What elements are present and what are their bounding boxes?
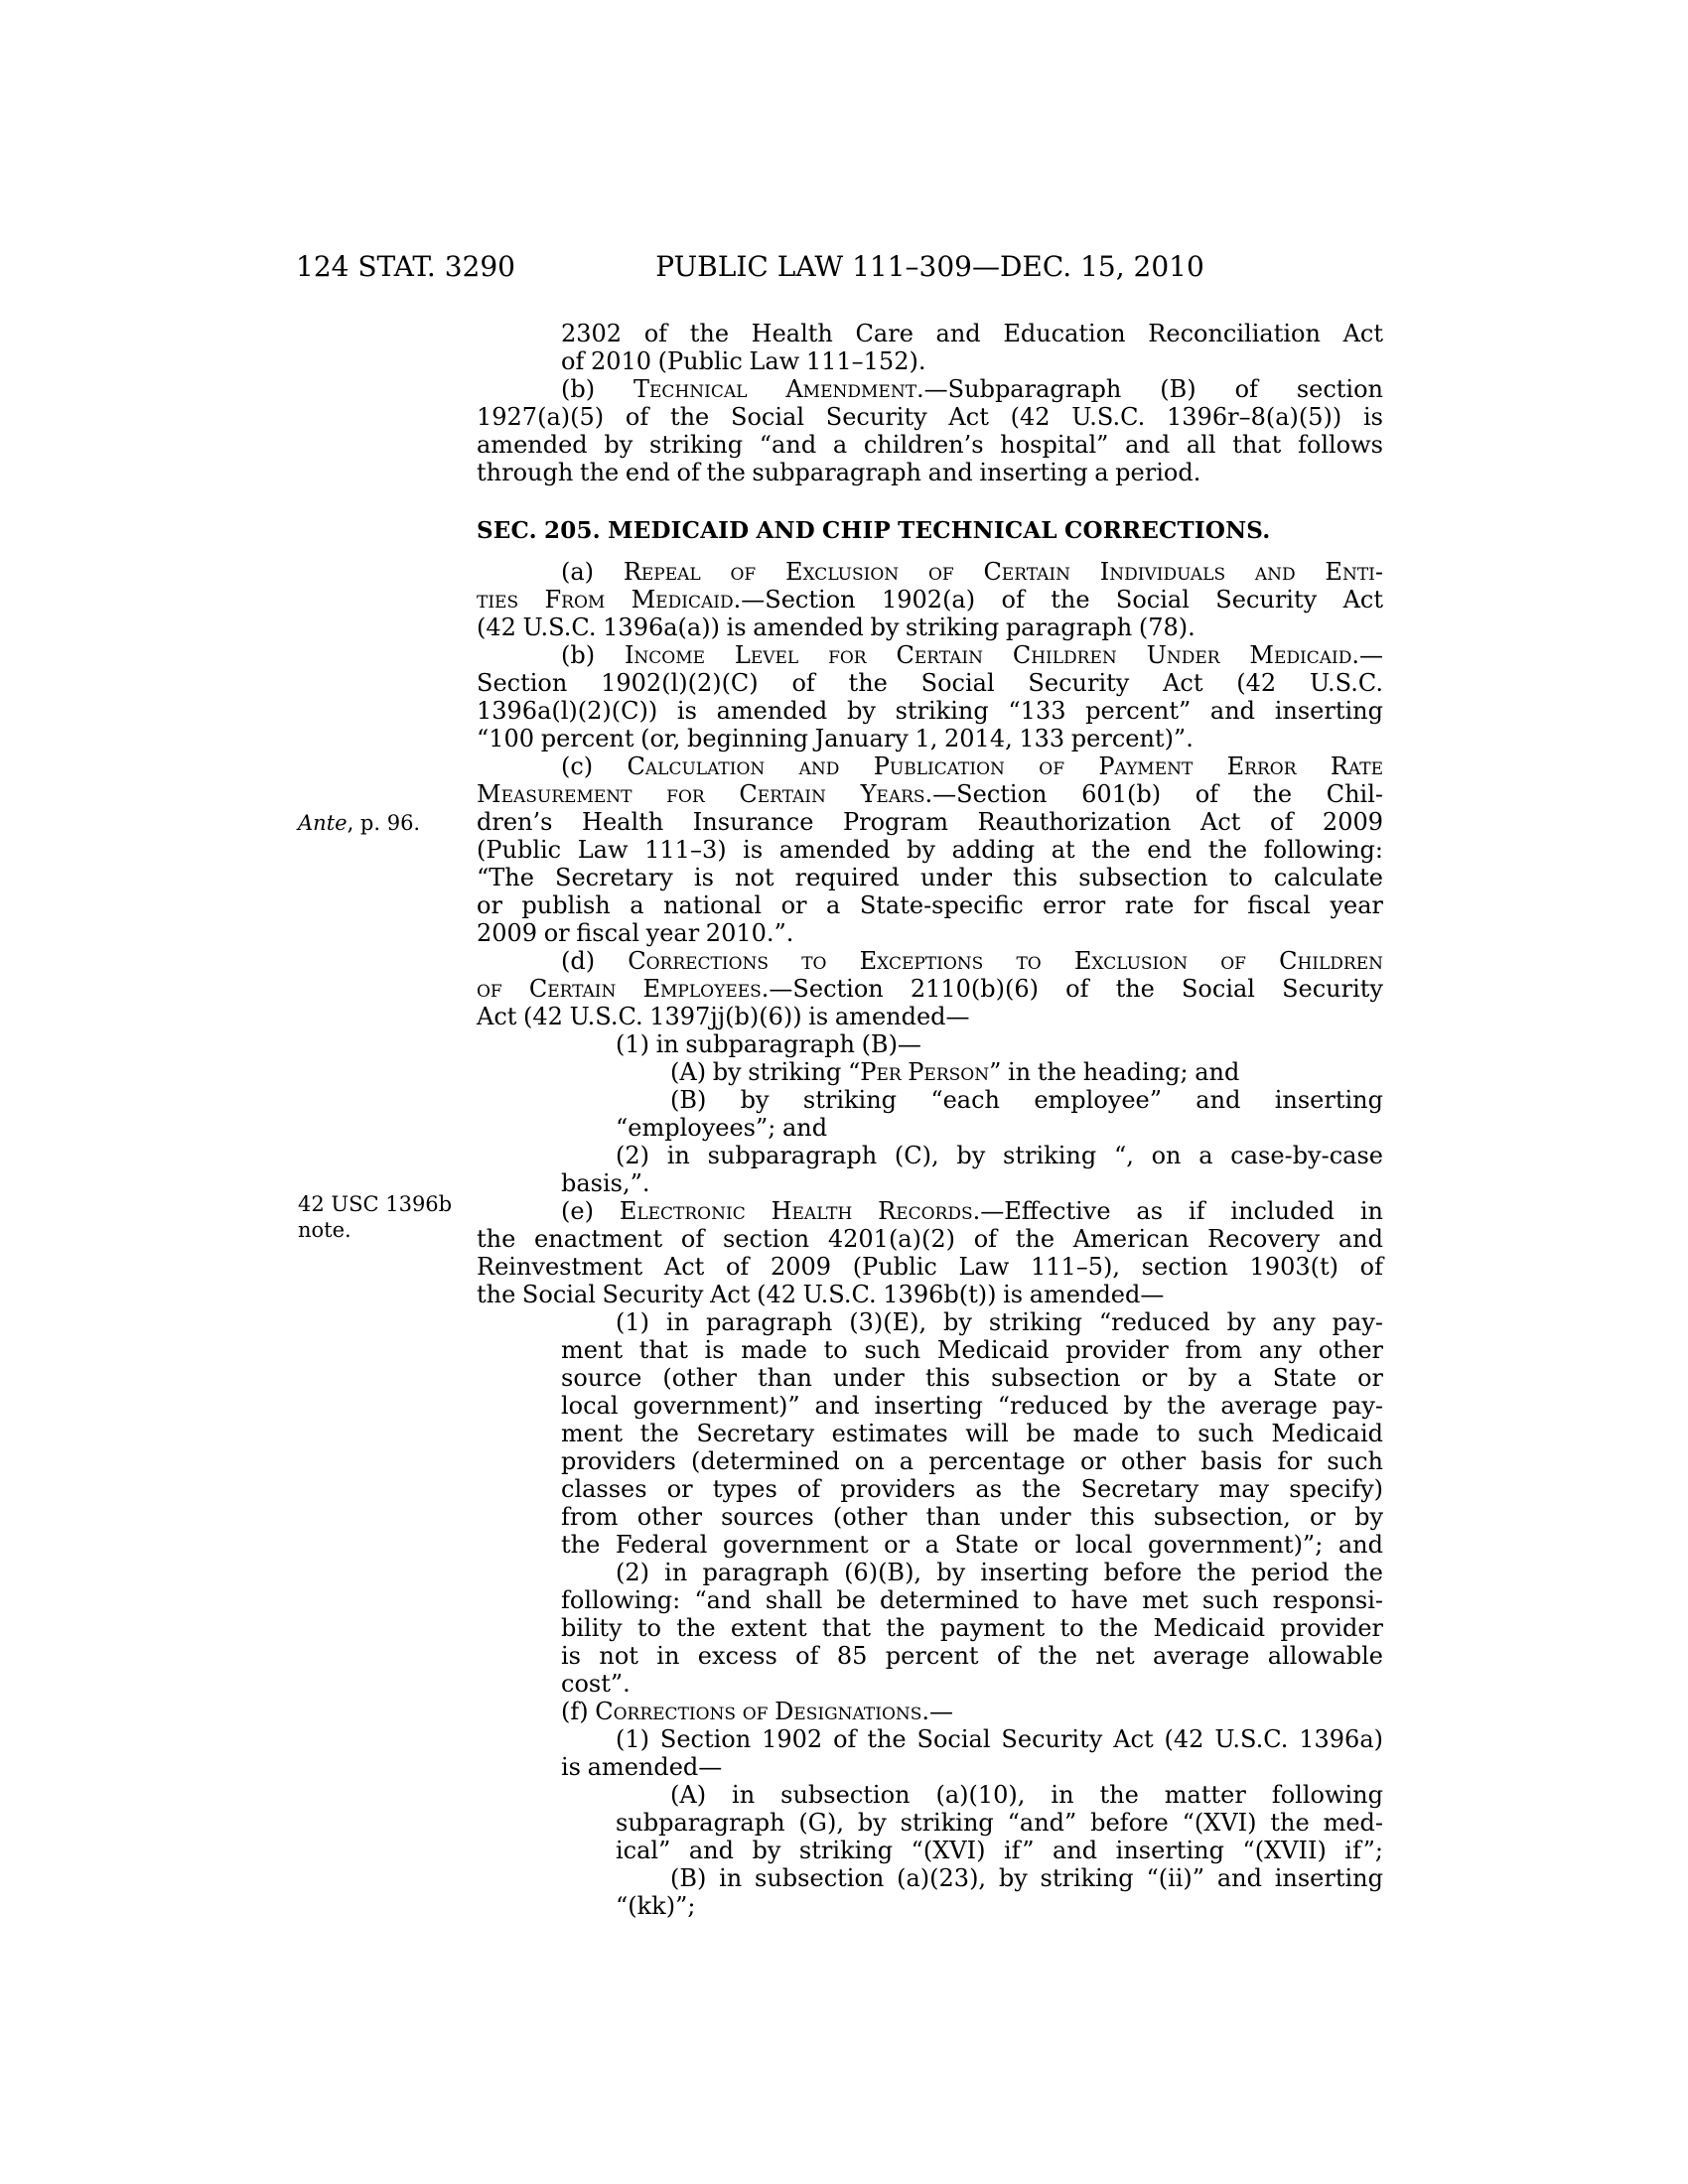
body-line: (Public Law 111–3) is amended by adding at the end the following:: [477, 836, 1383, 864]
body-line: (b) Income Level for Certain Children Under Medicaid.—: [561, 641, 1383, 669]
body-line: 2009 or fiscal year 2010.”.: [477, 919, 794, 947]
body-line: (A) in subsection (a)(10), in the matter following: [670, 1781, 1383, 1809]
body-line: (42 U.S.C. 1396a(a)) is amended by striking paragraph (78).: [477, 614, 1196, 641]
body-line: “100 percent (or, beginning January 1, 2014, 133 percent)”.: [477, 725, 1194, 752]
body-line: 1927(a)(5) of the Social Security Act (42 U.S.C. 1396r–8(a)(5)) is: [477, 403, 1383, 431]
body-line: from other sources (other than under this subsection, or by: [561, 1503, 1383, 1531]
margin-note-usc: [298, 1191, 472, 1243]
body-line: (A) by striking “Per Person” in the heading; and: [670, 1058, 1240, 1086]
body-line: (b) Technical Amendment.—Subparagraph (B) of section: [561, 375, 1384, 403]
margin-note-line: note.: [298, 1218, 352, 1242]
body-line: Reinvestment Act of 2009 (Public Law 111–5), section 1903(t) of: [477, 1253, 1383, 1281]
body-line: (c) Calculation and Publication of Payment Error Rate: [561, 752, 1384, 780]
body-line: (1) Section 1902 of the Social Security Act (42 U.S.C. 1396a): [616, 1725, 1383, 1753]
body-line: amended by striking “and a children’s hospital” and all that follows: [477, 431, 1383, 459]
body-line: cost”.: [561, 1670, 631, 1698]
body-line: or publish a national or a State-specific error rate for fiscal year: [477, 891, 1383, 919]
body-line: local government)” and inserting “reduced by the average pay-: [561, 1392, 1383, 1420]
body-line: basis,”.: [561, 1169, 650, 1197]
body-line: through the end of the subparagraph and inserting a period.: [477, 459, 1201, 486]
body-line: ical” and by striking “(XVI) if” and inserting “(XVII) if”;: [616, 1837, 1383, 1864]
body-line: the enactment of section 4201(a)(2) of the American Recovery and: [477, 1225, 1383, 1253]
margin-note-line: Ante, p. 96.: [298, 811, 421, 835]
margin-note-line: 42 USC 1396b: [298, 1192, 453, 1216]
body-line: ment that is made to such Medicaid provider from any other: [561, 1336, 1383, 1364]
body-line: (d) Corrections to Exceptions to Exclusion of Children: [561, 947, 1383, 975]
margin-note-ante: [298, 810, 472, 836]
body-line: (f) Corrections of Designations.—: [561, 1698, 954, 1725]
body-line: 2302 of the Health Care and Education Reconciliation Act: [561, 320, 1383, 347]
statute-body: [477, 320, 1383, 1920]
body-line: (2) in paragraph (6)(B), by inserting before the period the: [616, 1559, 1383, 1586]
body-line: “employees”; and: [616, 1114, 828, 1142]
body-line: (a) Repeal of Exclusion of Certain Individuals and Enti-: [561, 558, 1383, 586]
body-line: (e) Electronic Health Records.—Effective as if included in: [561, 1197, 1383, 1225]
body-line: (1) in paragraph (3)(E), by striking “reduced by any pay-: [616, 1308, 1383, 1336]
body-line: bility to the extent that the payment to the Medicaid provider: [561, 1614, 1383, 1642]
stat-page-number: 124 STAT. 3290: [296, 250, 515, 283]
body-line: is not in excess of 85 percent of the net average allowable: [561, 1642, 1383, 1670]
body-line: subparagraph (G), by striking “and” before “(XVI) the med-: [616, 1809, 1383, 1837]
body-line: (2) in subparagraph (C), by striking “, on a case-by-case: [616, 1142, 1383, 1169]
body-line: 1396a(l)(2)(C)) is amended by striking “133 percent” and inserting: [477, 697, 1383, 725]
body-line: ties From Medicaid.—Section 1902(a) of the Social Security Act: [477, 586, 1383, 614]
body-line: dren’s Health Insurance Program Reauthorization Act of 2009: [477, 808, 1383, 836]
law-title: PUBLIC LAW 111–309—DEC. 15, 2010: [655, 250, 1204, 283]
body-line: of 2010 (Public Law 111–152).: [561, 347, 926, 375]
section-lines: [477, 558, 1383, 1920]
body-line: ment the Secretary estimates will be made to such Medicaid: [561, 1420, 1383, 1447]
body-line: “(kk)”;: [616, 1892, 696, 1920]
section-heading: SEC. 205. MEDICAID AND CHIP TECHNICAL CORRECTIONS.: [477, 517, 1271, 544]
body-line: classes or types of providers as the Secretary may specify): [561, 1475, 1383, 1503]
body-line: (B) in subsection (a)(23), by striking “(ii)” and inserting: [670, 1864, 1383, 1892]
body-line: Act (42 U.S.C. 1397jj(b)(6)) is amended—: [477, 1003, 970, 1030]
body-line: is amended—: [561, 1753, 723, 1781]
body-line: the Federal government or a State or local government)”; and: [561, 1531, 1383, 1559]
body-line: Section 1902(l)(2)(C) of the Social Security Act (42 U.S.C.: [477, 669, 1383, 697]
body-line: (1) in subparagraph (B)—: [616, 1030, 921, 1058]
body-line: “The Secretary is not required under this subsection to calculate: [477, 864, 1383, 891]
body-line: following: “and shall be determined to have met such responsi-: [561, 1586, 1383, 1614]
body-line: (B) by striking “each employee” and inserting: [670, 1086, 1383, 1114]
body-line: Measurement for Certain Years.—Section 601(b) of the Chil-: [477, 780, 1383, 808]
intro-lines: [477, 320, 1383, 486]
body-line: providers (determined on a percentage or other basis for such: [561, 1447, 1383, 1475]
body-line: of Certain Employees.—Section 2110(b)(6) of the Social Security: [477, 975, 1383, 1003]
body-line: the Social Security Act (42 U.S.C. 1396b(t)) is amended—: [477, 1281, 1165, 1308]
body-line: source (other than under this subsection or by a State or: [561, 1364, 1383, 1392]
